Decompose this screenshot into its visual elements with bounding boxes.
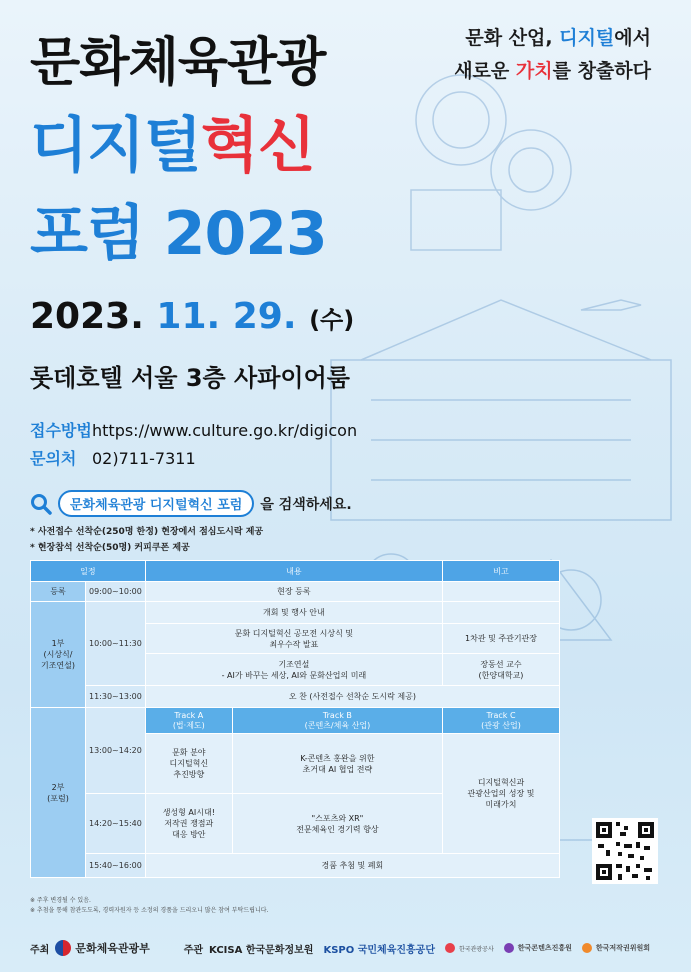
date-year: 2023. — [30, 296, 144, 337]
time-lunch: 11:30~13:00 — [86, 686, 146, 708]
register-label: 접수방법 — [30, 421, 92, 440]
time-register: 09:00~10:00 — [86, 582, 146, 602]
table-header-row — [31, 561, 560, 582]
slogan-text: 문화 산업, — [465, 27, 560, 49]
table-row — [31, 602, 560, 624]
content-award: 문화 디지털혁신 공모전 시상식 및 최우수작 발표 — [145, 624, 442, 654]
content-lunch: 오 찬 (사전접수 선착순 도시락 제공) — [145, 686, 559, 708]
note-register — [443, 582, 560, 602]
register-url[interactable]: https://www.culture.go.kr/digicon — [92, 421, 358, 440]
register-info — [30, 418, 357, 441]
content-opening: 개회 및 행사 안내 — [145, 602, 442, 624]
slogan — [454, 22, 651, 88]
track-a-session-1: 문화 분야 디지털혁신 추진방향 — [145, 734, 232, 794]
table-row — [31, 708, 560, 734]
slogan-highlight-blue: 디지털 — [559, 27, 615, 49]
slogan-line-1 — [454, 22, 651, 55]
slogan-text: 를 창출하다 — [552, 60, 651, 82]
footer — [0, 928, 691, 968]
org-kcc — [582, 943, 650, 953]
org-kocca-name: 한국콘텐츠진흥원 — [517, 944, 572, 952]
search-icon — [30, 493, 52, 515]
title-line-1: 문화체육관광 — [30, 33, 326, 93]
track-a-session-2: 생성형 AI시대! 저작권 쟁점과 대응 방안 — [145, 794, 232, 854]
content-closing: 경품 추첨 및 폐회 — [145, 854, 559, 878]
org-kcc-name: 한국저작권위원회 — [595, 944, 650, 952]
date-day: 29. — [232, 296, 297, 337]
slogan-line-2 — [454, 55, 651, 88]
schedule-table — [30, 560, 560, 878]
time-p2-1: 13:00~14:20 — [86, 708, 146, 794]
header-schedule: 일정 — [31, 561, 146, 582]
track-b-session-1: K-콘텐츠 홍완을 위한 초거대 AI 협업 전략 — [232, 734, 442, 794]
note-keynote: 장동선 교수 (한양대학교) — [443, 654, 560, 686]
kto-logo-icon — [445, 943, 455, 953]
title-digital: 디지털 — [30, 111, 201, 181]
time-p2-3: 15:40~16:00 — [86, 854, 146, 878]
footnote-2: ※ 추첨을 통해 참관도도록, 경력자원자 등 소정의 경품을 드리오니 많은 참여 부탁드립니다. — [30, 907, 269, 914]
date-weekday: (수) — [309, 306, 355, 334]
content-register: 현장 등록 — [145, 582, 442, 602]
slogan-text: 새로운 — [454, 60, 516, 82]
note-lunch: * 사전접수 선착순(250명 한정) 현장에서 점심도시락 제공 — [30, 527, 264, 537]
title-line-3: 포럼 2023 — [30, 199, 327, 269]
inquiry-info — [30, 446, 196, 469]
track-b-session-2: "스포츠와 XR" 전문체육인 경기력 향상 — [232, 794, 442, 854]
org-kspo: KSPO 국민체육진흥공단 — [323, 944, 435, 956]
org-kcisa: KCISA 한국문화정보원 — [209, 944, 314, 956]
note-opening — [443, 602, 560, 624]
content-keynote: 기조연설 - AI가 바꾸는 세상, AI와 문화산업의 미래 — [145, 654, 442, 686]
host-label: 주최 — [30, 944, 50, 956]
part-2: 2부 (포럼) — [31, 708, 86, 878]
event-date — [30, 296, 354, 337]
org-kocca — [504, 943, 572, 953]
date-month: 11. — [156, 296, 221, 337]
track-c-session: 디지털혁신과 관광산업의 성장 및 미래가치 — [443, 734, 560, 854]
part-register: 등록 — [31, 582, 86, 602]
inquiry-label: 문의처 — [30, 449, 77, 468]
footnote-1: ※ 주후 변경될 수 있음. — [30, 897, 91, 904]
taeguk-icon — [55, 940, 71, 956]
org-kto — [445, 943, 494, 953]
slogan-highlight-red: 가치 — [515, 60, 553, 82]
track-a-header: Track A (법·제도) — [145, 708, 232, 734]
table-row — [31, 686, 560, 708]
slogan-text: 에서 — [614, 27, 651, 49]
track-b-header: Track B (콘텐츠/체육 산업) — [232, 708, 442, 734]
part-1: 1부 (시상식/ 기조연설) — [31, 602, 86, 708]
search-prompt — [30, 490, 352, 517]
note-award: 1차관 및 주관기관장 — [443, 624, 560, 654]
header-note: 비고 — [443, 561, 560, 582]
title-line-2 — [30, 98, 315, 184]
search-keyword-box: 문화체육관광 디지털혁신 포럼 — [58, 490, 254, 517]
note-coffee: * 현장참석 선착순(50명) 커피쿠폰 제공 — [30, 543, 190, 553]
qr-code[interactable] — [592, 818, 658, 884]
title-innovation: 혁신 — [200, 111, 315, 181]
host-name: 문화체육관광부 — [75, 942, 150, 955]
track-c-header: Track C (관광 산업) — [443, 708, 560, 734]
time-p2-2: 14:20~15:40 — [86, 794, 146, 854]
host-org — [55, 940, 149, 956]
inquiry-phone: 02)711-7311 — [92, 449, 196, 468]
kcc-logo-icon — [582, 943, 592, 953]
search-suffix: 을 검색하세요. — [260, 496, 352, 513]
table-row — [31, 854, 560, 878]
event-venue: 롯데호텔 서울 3층 사파이어룸 — [30, 364, 350, 392]
table-row — [31, 582, 560, 602]
kocca-logo-icon — [504, 943, 514, 953]
organizer-label: 주관 — [183, 944, 204, 956]
org-kto-name: 한국관광공사 — [459, 945, 494, 953]
header-content: 내용 — [145, 561, 442, 582]
time-part1: 10:00~11:30 — [86, 602, 146, 686]
